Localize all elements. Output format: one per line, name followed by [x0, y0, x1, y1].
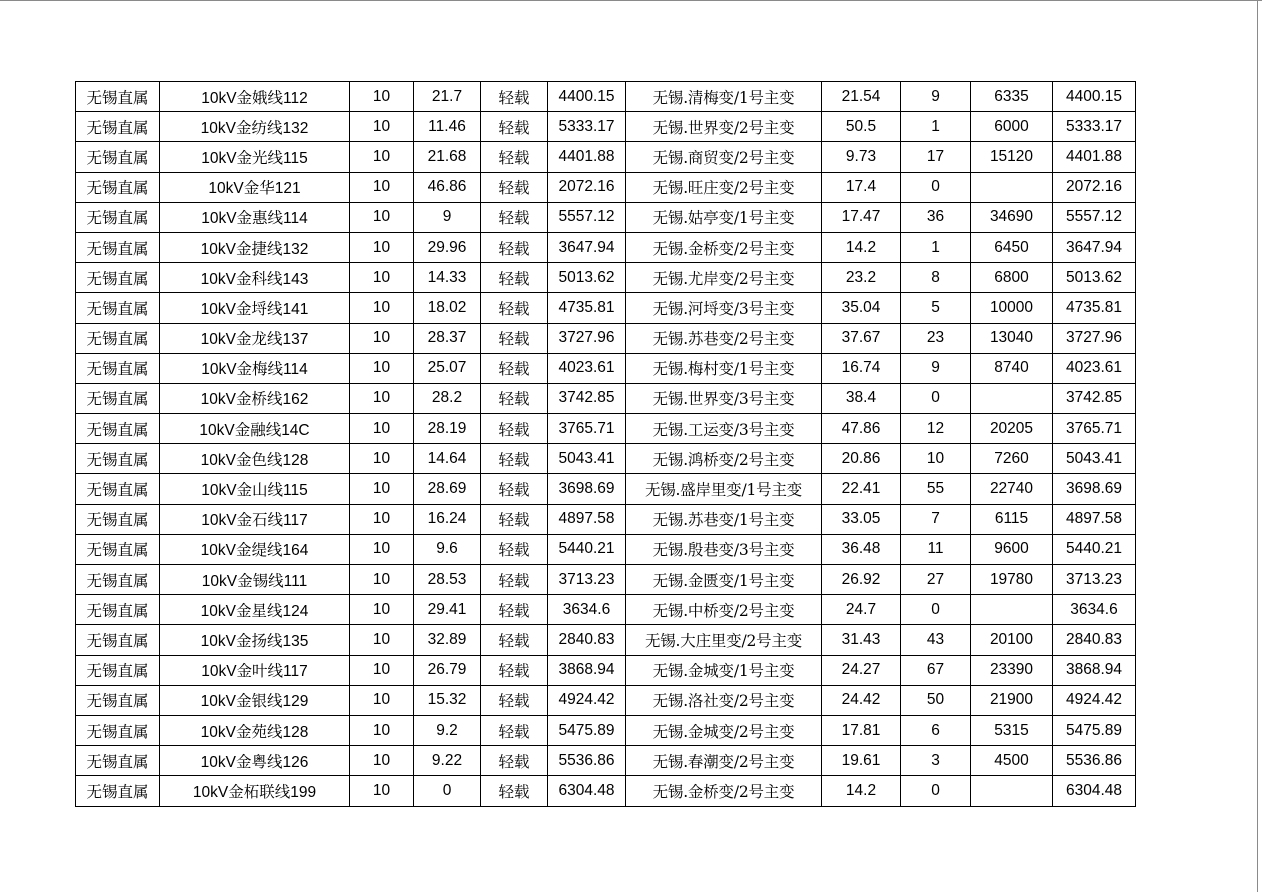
cell-load: 轻载 [481, 142, 548, 172]
cell-user-capacity: 6000 [971, 112, 1053, 142]
cell-sub: 无锡.商贸变/2号主变 [626, 142, 822, 172]
cell-rate: 28.37 [414, 323, 481, 353]
cell-rate: 9 [414, 202, 481, 232]
cell-load: 轻载 [481, 293, 548, 323]
cell-org: 无锡直属 [76, 534, 160, 564]
cell-voltage: 10 [350, 383, 414, 413]
cell-count: 17 [901, 142, 971, 172]
cell-count: 11 [901, 534, 971, 564]
cell-sub-rate: 19.61 [822, 746, 901, 776]
cell-capacity: 3765.71 [548, 414, 626, 444]
cell-sub-rate: 17.47 [822, 202, 901, 232]
cell-voltage: 10 [350, 263, 414, 293]
cell-rate: 32.89 [414, 625, 481, 655]
cell-sub: 无锡.春潮变/2号主变 [626, 746, 822, 776]
table-row [76, 383, 1136, 413]
cell-user-capacity: 5315 [971, 715, 1053, 745]
cell-rate: 15.32 [414, 685, 481, 715]
cell-remaining: 5475.89 [1053, 715, 1136, 745]
table-row [76, 232, 1136, 262]
cell-sub: 无锡.大庄里变/2号主变 [626, 625, 822, 655]
cell-sub-rate: 26.92 [822, 565, 901, 595]
cell-sub-rate: 37.67 [822, 323, 901, 353]
cell-capacity: 4023.61 [548, 353, 626, 383]
cell-sub-rate: 23.2 [822, 263, 901, 293]
cell-sub-rate: 9.73 [822, 142, 901, 172]
cell-remaining: 3727.96 [1053, 323, 1136, 353]
cell-sub: 无锡.金城变/2号主变 [626, 715, 822, 745]
cell-line: 10kV金桥线162 [160, 383, 350, 413]
table-row [76, 565, 1136, 595]
cell-count: 67 [901, 655, 971, 685]
cell-org: 无锡直属 [76, 263, 160, 293]
cell-org: 无锡直属 [76, 383, 160, 413]
table-row [76, 625, 1136, 655]
cell-org: 无锡直属 [76, 112, 160, 142]
cell-count: 8 [901, 263, 971, 293]
cell-sub: 无锡.清梅变/1号主变 [626, 82, 822, 112]
table-body [76, 82, 1136, 807]
cell-org: 无锡直属 [76, 293, 160, 323]
cell-rate: 0 [414, 776, 481, 806]
cell-line: 10kV金粤线126 [160, 746, 350, 776]
table-row [76, 323, 1136, 353]
cell-remaining: 4897.58 [1053, 504, 1136, 534]
cell-sub-rate: 14.2 [822, 232, 901, 262]
cell-capacity: 4924.42 [548, 685, 626, 715]
cell-remaining: 6304.48 [1053, 776, 1136, 806]
table-row [76, 172, 1136, 202]
cell-voltage: 10 [350, 293, 414, 323]
cell-sub-rate: 14.2 [822, 776, 901, 806]
table-row [76, 534, 1136, 564]
cell-rate: 29.96 [414, 232, 481, 262]
cell-load: 轻载 [481, 625, 548, 655]
cell-sub: 无锡.梅村变/1号主变 [626, 353, 822, 383]
cell-sub-rate: 24.42 [822, 685, 901, 715]
cell-sub: 无锡.世界变/2号主变 [626, 112, 822, 142]
cell-capacity: 3698.69 [548, 474, 626, 504]
cell-voltage: 10 [350, 685, 414, 715]
cell-load: 轻载 [481, 776, 548, 806]
cell-remaining: 3765.71 [1053, 414, 1136, 444]
cell-count: 1 [901, 232, 971, 262]
cell-sub: 无锡.金桥变/2号主变 [626, 776, 822, 806]
cell-line: 10kV金华121 [160, 172, 350, 202]
cell-load: 轻载 [481, 746, 548, 776]
cell-org: 无锡直属 [76, 323, 160, 353]
table-row [76, 474, 1136, 504]
cell-rate: 9.22 [414, 746, 481, 776]
cell-load: 轻载 [481, 534, 548, 564]
cell-load: 轻载 [481, 263, 548, 293]
cell-remaining: 5536.86 [1053, 746, 1136, 776]
cell-count: 50 [901, 685, 971, 715]
cell-count: 43 [901, 625, 971, 655]
cell-rate: 28.69 [414, 474, 481, 504]
cell-rate: 21.68 [414, 142, 481, 172]
cell-line: 10kV金山线115 [160, 474, 350, 504]
cell-org: 无锡直属 [76, 444, 160, 474]
cell-sub-rate: 16.74 [822, 353, 901, 383]
cell-capacity: 5557.12 [548, 202, 626, 232]
cell-user-capacity [971, 776, 1053, 806]
cell-capacity: 5043.41 [548, 444, 626, 474]
cell-load: 轻载 [481, 112, 548, 142]
cell-user-capacity: 10000 [971, 293, 1053, 323]
cell-user-capacity: 7260 [971, 444, 1053, 474]
cell-line: 10kV金光线115 [160, 142, 350, 172]
cell-user-capacity: 20205 [971, 414, 1053, 444]
cell-user-capacity: 20100 [971, 625, 1053, 655]
cell-count: 6 [901, 715, 971, 745]
table-row [76, 293, 1136, 323]
cell-rate: 26.79 [414, 655, 481, 685]
cell-count: 0 [901, 595, 971, 625]
cell-sub: 无锡.河埒变/3号主变 [626, 293, 822, 323]
cell-count: 0 [901, 776, 971, 806]
cell-org: 无锡直属 [76, 414, 160, 444]
table-row [76, 595, 1136, 625]
table-row [76, 82, 1136, 112]
cell-org: 无锡直属 [76, 595, 160, 625]
cell-org: 无锡直属 [76, 715, 160, 745]
cell-capacity: 5013.62 [548, 263, 626, 293]
cell-sub: 无锡.洛社变/2号主变 [626, 685, 822, 715]
cell-rate: 9.6 [414, 534, 481, 564]
cell-remaining: 2072.16 [1053, 172, 1136, 202]
cell-sub-rate: 17.81 [822, 715, 901, 745]
table-row [76, 685, 1136, 715]
cell-user-capacity: 8740 [971, 353, 1053, 383]
table-row [76, 715, 1136, 745]
cell-load: 轻载 [481, 444, 548, 474]
cell-remaining: 5440.21 [1053, 534, 1136, 564]
cell-sub-rate: 17.4 [822, 172, 901, 202]
cell-capacity: 5333.17 [548, 112, 626, 142]
cell-capacity: 3742.85 [548, 383, 626, 413]
cell-user-capacity: 23390 [971, 655, 1053, 685]
cell-voltage: 10 [350, 504, 414, 534]
cell-remaining: 4924.42 [1053, 685, 1136, 715]
cell-sub-rate: 24.27 [822, 655, 901, 685]
cell-line: 10kV金缇线164 [160, 534, 350, 564]
cell-sub: 无锡.中桥变/2号主变 [626, 595, 822, 625]
cell-capacity: 3727.96 [548, 323, 626, 353]
cell-remaining: 5013.62 [1053, 263, 1136, 293]
cell-user-capacity: 15120 [971, 142, 1053, 172]
cell-user-capacity: 6800 [971, 263, 1053, 293]
cell-sub-rate: 35.04 [822, 293, 901, 323]
cell-sub: 无锡.盛岸里变/1号主变 [626, 474, 822, 504]
cell-voltage: 10 [350, 715, 414, 745]
cell-rate: 14.33 [414, 263, 481, 293]
cell-remaining: 2840.83 [1053, 625, 1136, 655]
cell-line: 10kV金石线117 [160, 504, 350, 534]
cell-voltage: 10 [350, 776, 414, 806]
cell-voltage: 10 [350, 232, 414, 262]
cell-count: 12 [901, 414, 971, 444]
cell-remaining: 5043.41 [1053, 444, 1136, 474]
cell-load: 轻载 [481, 685, 548, 715]
cell-org: 无锡直属 [76, 172, 160, 202]
cell-rate: 18.02 [414, 293, 481, 323]
cell-sub-rate: 20.86 [822, 444, 901, 474]
cell-sub-rate: 50.5 [822, 112, 901, 142]
cell-count: 55 [901, 474, 971, 504]
cell-remaining: 4401.88 [1053, 142, 1136, 172]
cell-capacity: 5440.21 [548, 534, 626, 564]
cell-load: 轻载 [481, 323, 548, 353]
cell-sub: 无锡.世界变/3号主变 [626, 383, 822, 413]
page-right-border [1257, 0, 1258, 892]
cell-org: 无锡直属 [76, 776, 160, 806]
cell-line: 10kV金星线124 [160, 595, 350, 625]
cell-count: 7 [901, 504, 971, 534]
cell-sub: 无锡.苏巷变/1号主变 [626, 504, 822, 534]
cell-line: 10kV金科线143 [160, 263, 350, 293]
table-row [76, 353, 1136, 383]
cell-rate: 46.86 [414, 172, 481, 202]
cell-line: 10kV金龙线137 [160, 323, 350, 353]
cell-user-capacity: 9600 [971, 534, 1053, 564]
cell-sub: 无锡.尤岸变/2号主变 [626, 263, 822, 293]
cell-voltage: 10 [350, 353, 414, 383]
cell-user-capacity: 6335 [971, 82, 1053, 112]
cell-org: 无锡直属 [76, 474, 160, 504]
cell-line: 10kV金融线14C [160, 414, 350, 444]
cell-user-capacity: 4500 [971, 746, 1053, 776]
cell-user-capacity: 19780 [971, 565, 1053, 595]
table-row [76, 112, 1136, 142]
cell-rate: 28.19 [414, 414, 481, 444]
cell-user-capacity [971, 172, 1053, 202]
cell-count: 36 [901, 202, 971, 232]
table-row [76, 444, 1136, 474]
cell-load: 轻载 [481, 414, 548, 444]
cell-voltage: 10 [350, 565, 414, 595]
cell-sub: 无锡.金城变/1号主变 [626, 655, 822, 685]
cell-voltage: 10 [350, 625, 414, 655]
cell-sub: 无锡.姑亭变/1号主变 [626, 202, 822, 232]
cell-sub: 无锡.殷巷变/3号主变 [626, 534, 822, 564]
cell-user-capacity [971, 383, 1053, 413]
cell-capacity: 5475.89 [548, 715, 626, 745]
cell-capacity: 2840.83 [548, 625, 626, 655]
cell-user-capacity [971, 595, 1053, 625]
cell-line: 10kV金纺线132 [160, 112, 350, 142]
cell-count: 0 [901, 383, 971, 413]
cell-load: 轻载 [481, 383, 548, 413]
cell-rate: 16.24 [414, 504, 481, 534]
cell-sub: 无锡.旺庄变/2号主变 [626, 172, 822, 202]
cell-line: 10kV金色线128 [160, 444, 350, 474]
cell-load: 轻载 [481, 353, 548, 383]
cell-remaining: 3698.69 [1053, 474, 1136, 504]
cell-remaining: 3634.6 [1053, 595, 1136, 625]
cell-load: 轻载 [481, 715, 548, 745]
cell-line: 10kV金锡线111 [160, 565, 350, 595]
cell-voltage: 10 [350, 474, 414, 504]
cell-load: 轻载 [481, 232, 548, 262]
table-row [76, 746, 1136, 776]
cell-line: 10kV金捷线132 [160, 232, 350, 262]
cell-org: 无锡直属 [76, 685, 160, 715]
cell-sub: 无锡.金桥变/2号主变 [626, 232, 822, 262]
cell-capacity: 2072.16 [548, 172, 626, 202]
cell-capacity: 5536.86 [548, 746, 626, 776]
cell-voltage: 10 [350, 142, 414, 172]
cell-user-capacity: 6115 [971, 504, 1053, 534]
cell-capacity: 3713.23 [548, 565, 626, 595]
table-row [76, 655, 1136, 685]
cell-user-capacity: 22740 [971, 474, 1053, 504]
cell-user-capacity: 21900 [971, 685, 1053, 715]
cell-count: 10 [901, 444, 971, 474]
cell-load: 轻载 [481, 595, 548, 625]
cell-sub: 无锡.工运变/3号主变 [626, 414, 822, 444]
cell-line: 10kV金叶线117 [160, 655, 350, 685]
cell-remaining: 3742.85 [1053, 383, 1136, 413]
cell-sub-rate: 24.7 [822, 595, 901, 625]
cell-voltage: 10 [350, 112, 414, 142]
cell-line: 10kV金苑线128 [160, 715, 350, 745]
cell-voltage: 10 [350, 172, 414, 202]
cell-line: 10kV金银线129 [160, 685, 350, 715]
cell-user-capacity: 6450 [971, 232, 1053, 262]
cell-remaining: 3868.94 [1053, 655, 1136, 685]
cell-voltage: 10 [350, 82, 414, 112]
cell-rate: 29.41 [414, 595, 481, 625]
cell-sub-rate: 38.4 [822, 383, 901, 413]
cell-rate: 14.64 [414, 444, 481, 474]
cell-voltage: 10 [350, 746, 414, 776]
cell-load: 轻载 [481, 82, 548, 112]
cell-sub-rate: 47.86 [822, 414, 901, 444]
cell-rate: 11.46 [414, 112, 481, 142]
cell-voltage: 10 [350, 534, 414, 564]
table-row [76, 504, 1136, 534]
cell-line: 10kV金娥线112 [160, 82, 350, 112]
cell-remaining: 4400.15 [1053, 82, 1136, 112]
table-row [76, 414, 1136, 444]
cell-remaining: 3647.94 [1053, 232, 1136, 262]
cell-org: 无锡直属 [76, 565, 160, 595]
feeder-load-table [75, 81, 1136, 807]
cell-org: 无锡直属 [76, 655, 160, 685]
cell-line: 10kV金柘联线199 [160, 776, 350, 806]
cell-capacity: 4401.88 [548, 142, 626, 172]
cell-load: 轻载 [481, 504, 548, 534]
cell-remaining: 4735.81 [1053, 293, 1136, 323]
cell-load: 轻载 [481, 172, 548, 202]
cell-voltage: 10 [350, 414, 414, 444]
cell-voltage: 10 [350, 444, 414, 474]
cell-capacity: 4400.15 [548, 82, 626, 112]
cell-sub-rate: 22.41 [822, 474, 901, 504]
cell-capacity: 4735.81 [548, 293, 626, 323]
cell-line: 10kV金扬线135 [160, 625, 350, 655]
cell-remaining: 4023.61 [1053, 353, 1136, 383]
cell-count: 1 [901, 112, 971, 142]
cell-count: 3 [901, 746, 971, 776]
cell-org: 无锡直属 [76, 746, 160, 776]
cell-line: 10kV金惠线114 [160, 202, 350, 232]
cell-org: 无锡直属 [76, 504, 160, 534]
cell-org: 无锡直属 [76, 232, 160, 262]
cell-sub: 无锡.金匮变/1号主变 [626, 565, 822, 595]
cell-count: 9 [901, 82, 971, 112]
cell-voltage: 10 [350, 202, 414, 232]
cell-sub-rate: 21.54 [822, 82, 901, 112]
cell-sub-rate: 33.05 [822, 504, 901, 534]
cell-rate: 25.07 [414, 353, 481, 383]
cell-voltage: 10 [350, 323, 414, 353]
cell-sub: 无锡.苏巷变/2号主变 [626, 323, 822, 353]
cell-sub-rate: 31.43 [822, 625, 901, 655]
cell-capacity: 6304.48 [548, 776, 626, 806]
cell-rate: 21.7 [414, 82, 481, 112]
cell-load: 轻载 [481, 474, 548, 504]
table-row [76, 263, 1136, 293]
table-row [76, 142, 1136, 172]
cell-count: 5 [901, 293, 971, 323]
cell-capacity: 3868.94 [548, 655, 626, 685]
cell-count: 9 [901, 353, 971, 383]
cell-sub: 无锡.鸿桥变/2号主变 [626, 444, 822, 474]
cell-rate: 28.2 [414, 383, 481, 413]
cell-org: 无锡直属 [76, 353, 160, 383]
cell-load: 轻载 [481, 565, 548, 595]
cell-remaining: 5333.17 [1053, 112, 1136, 142]
cell-org: 无锡直属 [76, 202, 160, 232]
page-top-border [0, 0, 1262, 1]
cell-sub-rate: 36.48 [822, 534, 901, 564]
cell-capacity: 3647.94 [548, 232, 626, 262]
cell-count: 23 [901, 323, 971, 353]
cell-remaining: 3713.23 [1053, 565, 1136, 595]
cell-rate: 9.2 [414, 715, 481, 745]
cell-user-capacity: 13040 [971, 323, 1053, 353]
cell-capacity: 4897.58 [548, 504, 626, 534]
cell-load: 轻载 [481, 202, 548, 232]
table-row [76, 202, 1136, 232]
cell-load: 轻载 [481, 655, 548, 685]
cell-rate: 28.53 [414, 565, 481, 595]
cell-remaining: 5557.12 [1053, 202, 1136, 232]
cell-line: 10kV金梅线114 [160, 353, 350, 383]
cell-voltage: 10 [350, 655, 414, 685]
cell-line: 10kV金埒线141 [160, 293, 350, 323]
cell-capacity: 3634.6 [548, 595, 626, 625]
cell-org: 无锡直属 [76, 142, 160, 172]
cell-org: 无锡直属 [76, 82, 160, 112]
cell-count: 0 [901, 172, 971, 202]
cell-org: 无锡直属 [76, 625, 160, 655]
cell-voltage: 10 [350, 595, 414, 625]
cell-user-capacity: 34690 [971, 202, 1053, 232]
table-row [76, 776, 1136, 806]
cell-count: 27 [901, 565, 971, 595]
